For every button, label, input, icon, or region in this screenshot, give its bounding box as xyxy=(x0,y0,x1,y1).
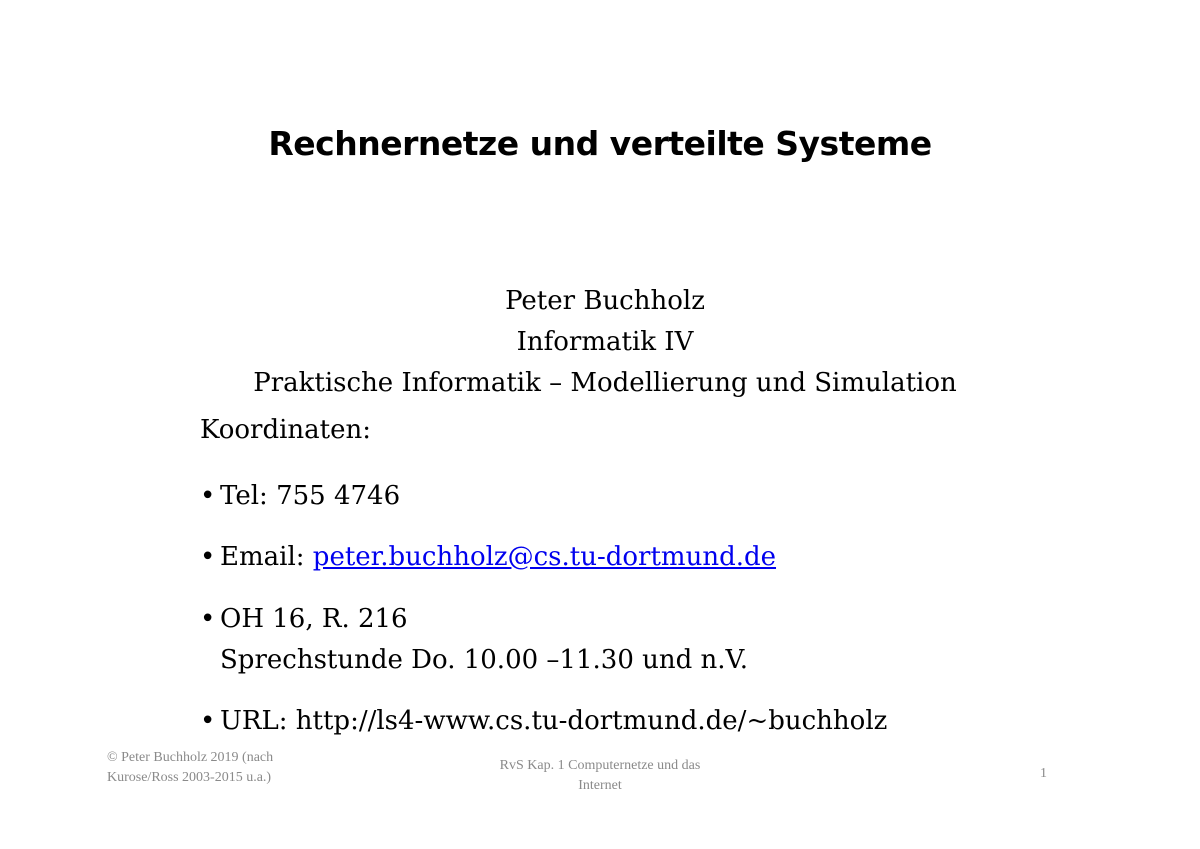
url-label: URL: xyxy=(220,706,296,736)
bullet-office xyxy=(200,599,748,681)
bullet-dot: • xyxy=(200,706,216,736)
bullet-email xyxy=(200,537,776,578)
author-department: Informatik IV xyxy=(516,327,694,357)
office-room: OH 16, R. 216 xyxy=(220,604,408,634)
footer-copyright-line2: Kurose/Ross 2003-2015 u.a.) xyxy=(107,770,272,785)
tel-value: 755 4746 xyxy=(276,481,401,511)
bullet-dot: • xyxy=(200,604,216,634)
office-hours: Sprechstunde Do. 10.00 –11.30 und n.V. xyxy=(220,645,749,675)
author-block xyxy=(0,281,1200,404)
footer-course xyxy=(450,756,750,796)
author-chair: Praktische Informatik – Modellierung und Simulation xyxy=(253,368,957,398)
bullet-tel xyxy=(200,476,400,517)
tel-label: Tel: xyxy=(220,481,277,511)
bullet-url xyxy=(200,701,887,742)
author-name: Peter Buchholz xyxy=(505,286,705,316)
email-link[interactable]: peter.buchholz@cs.tu-dortmund.de xyxy=(312,542,777,572)
footer-copyright-line1: © Peter Buchholz 2019 (nach xyxy=(107,750,274,765)
footer-course-line1: RvS Kap. 1 Computernetze und das xyxy=(499,758,701,773)
footer-course-line2: Internet xyxy=(578,778,622,793)
slide-title: Rechnernetze und verteilte Systeme xyxy=(268,124,932,163)
url-value: http://ls4-www.cs.tu-dortmund.de/~buchholz xyxy=(295,706,888,736)
bullet-dot: • xyxy=(200,481,216,511)
bullet-dot: • xyxy=(200,542,216,572)
page-number: 1 xyxy=(1040,766,1047,781)
coordinates-heading: Koordinaten: xyxy=(200,415,372,445)
email-label: Email: xyxy=(220,542,313,572)
footer-copyright xyxy=(107,748,347,788)
